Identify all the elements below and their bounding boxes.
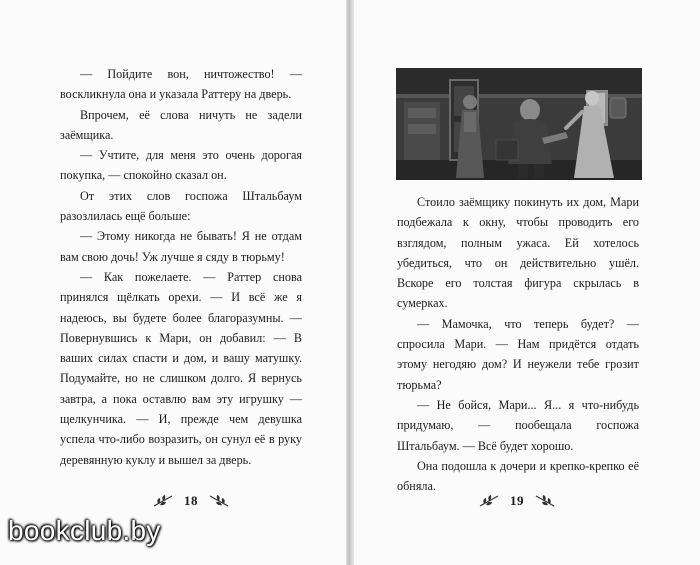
page-number-right	[478, 493, 556, 509]
page-number: 19	[510, 493, 524, 508]
paragraph: — Мамочка, что теперь будет? — спросила Мари. — Нам придётся отдать этому негодяю дом? И неужели тебе грозит тюрьма?	[397, 316, 639, 392]
right-page-text	[397, 192, 639, 496]
paragraph: Впрочем, её слова ничуть не задели заёмщика.	[60, 107, 302, 142]
leaf-ornament-icon	[152, 494, 174, 508]
paragraph: — Как пожелаете. — Раттер снова принялся щёлкать орехи. — И всё же я надеюсь, вы будете более благоразумны. — Повернувшись к Мари, он добавил: — В ваших силах спасти и дом, и вашу матушку. Подумайте, но не слишком долго. Я вернусь завтра, а пока оставлю вам эту игрушку — щелкунчика. — И, прежде чем девушка успела что-либо возразить, он сунул её в руку деревянную куклу и вышел за дверь.	[60, 269, 302, 467]
scene-illustration	[396, 68, 642, 180]
book-spine	[346, 0, 354, 565]
leaf-ornament-icon	[534, 494, 556, 508]
paragraph: От этих слов госпожа Штальбаум разозлилась ещё больше:	[60, 188, 302, 224]
paragraph: — Не бойся, Мари... Я... я что-нибудь придумаю, — пообещала госпожа Штальбаум. — Всё будет хорошо.	[397, 397, 639, 453]
paragraph: — Учтите, для меня это очень дорогая покупка, — спокойно сказал он.	[60, 148, 302, 183]
paragraph: Стоило заёмщику покинуть их дом, Мари подбежала к окну, чтобы проводить его взглядом, полным ужаса. Ей хотелось убедиться, что он действительно ушёл. Вскоре его толстая фигура скрылась в сумерках.	[397, 195, 639, 311]
site-watermark: bookclub.by	[8, 515, 161, 546]
page-number-left	[152, 493, 230, 509]
leaf-ornament-icon	[478, 494, 500, 508]
paragraph: — Этому никогда не бывать! Я не отдам вам свою дочь! Уж лучше я сяду в тюрьму!	[60, 229, 302, 264]
left-page-text	[60, 64, 302, 470]
page-number: 18	[184, 493, 198, 508]
leaf-ornament-icon	[208, 494, 230, 508]
paragraph: — Пойдите вон, ничтожество! — воскликнула она и указала Раттеру на дверь.	[60, 67, 302, 102]
paragraph: Она подошла к дочери и крепко-крепко её обняла.	[397, 458, 639, 494]
